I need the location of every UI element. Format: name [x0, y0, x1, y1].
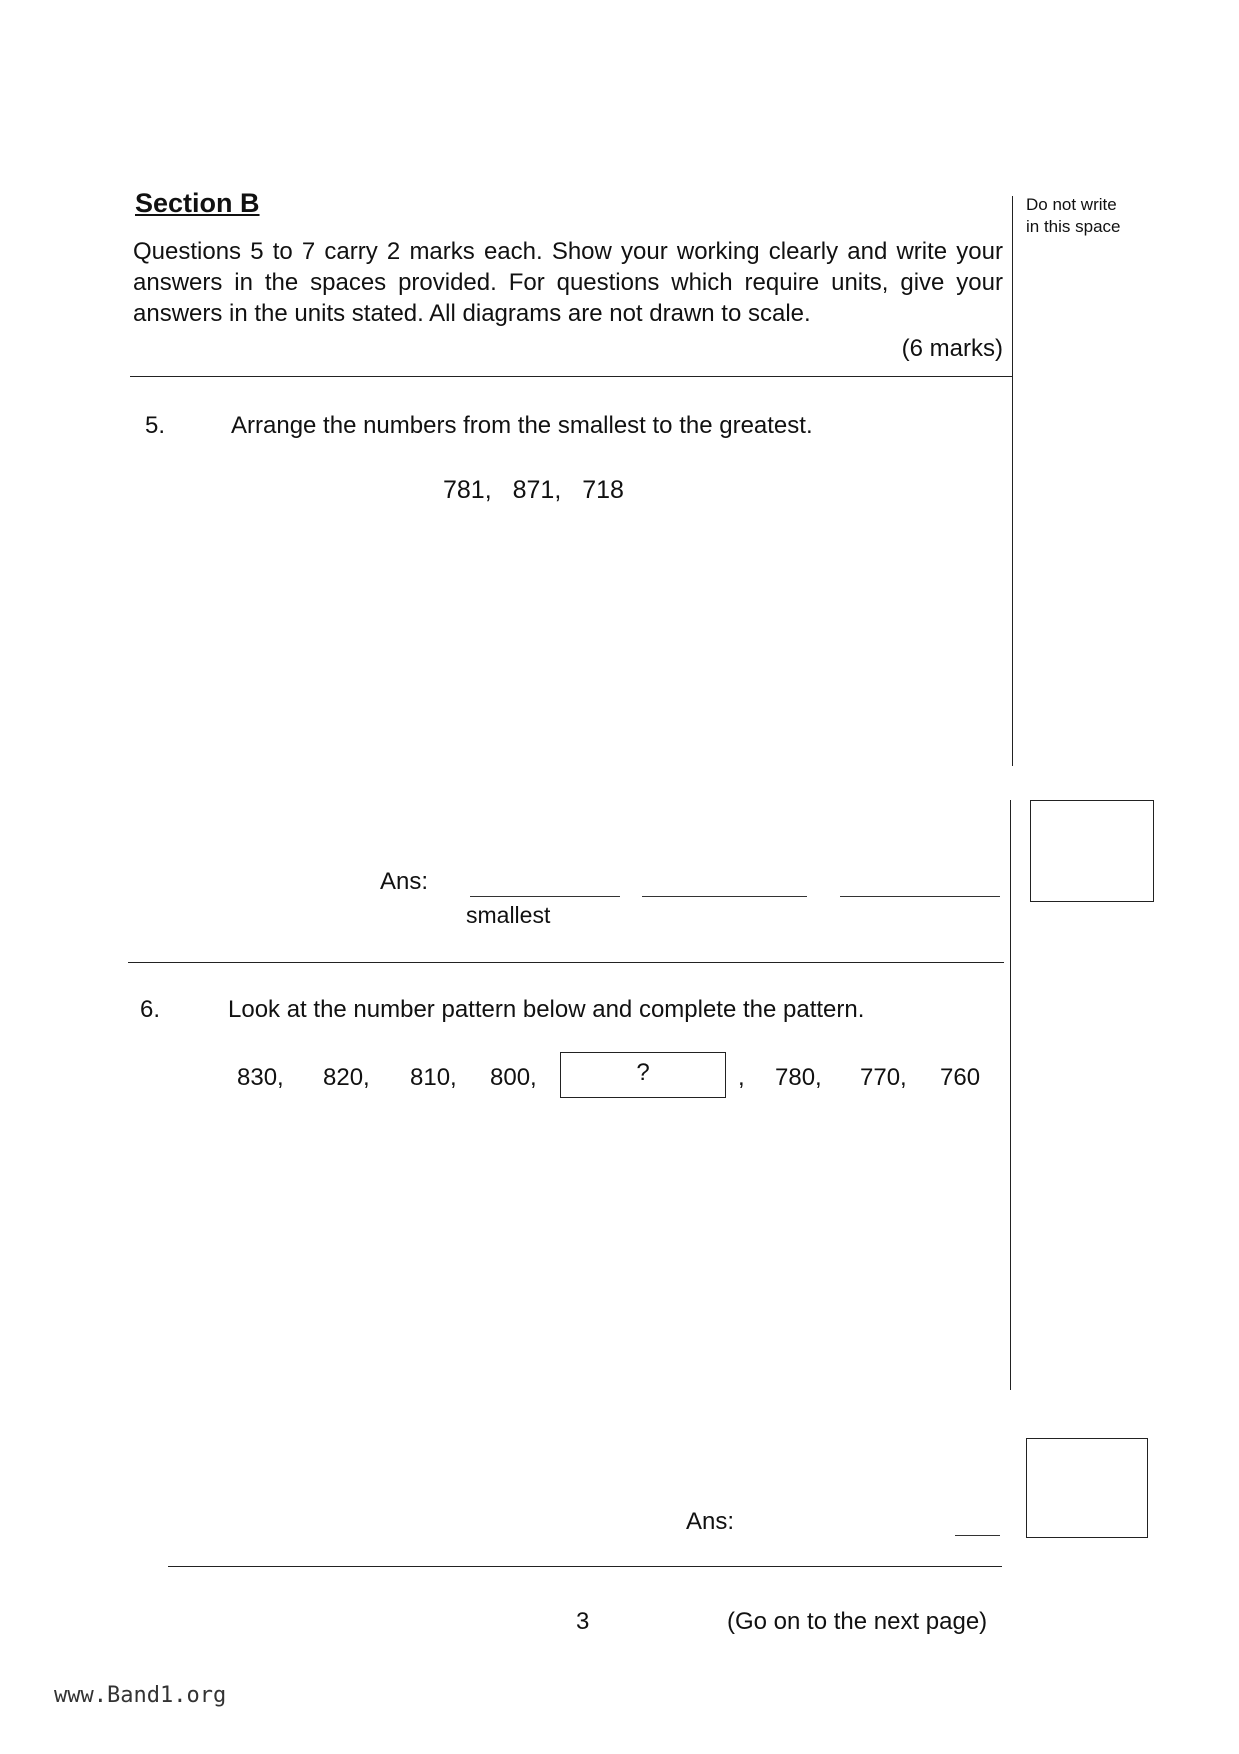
answer-blank-1[interactable] [470, 896, 620, 897]
question-6-ans-label: Ans: [686, 1508, 735, 1535]
smallest-label: smallest [466, 902, 551, 928]
margin-divider-top [1012, 196, 1013, 766]
section-divider [130, 376, 1012, 377]
page-number: 3 [576, 1608, 590, 1635]
section-marks: (6 marks) [901, 335, 1003, 362]
pattern-number: 780, [775, 1064, 822, 1091]
answer-blank-q6[interactable] [955, 1535, 1000, 1536]
question-6-mark-box [1026, 1438, 1148, 1538]
question-5-number: 5. [145, 412, 166, 439]
section-title: Section B [135, 188, 260, 218]
margin-note-line-1: Do not write [1026, 195, 1117, 214]
margin-note [1026, 194, 1146, 238]
question-5-numbers: 781, 871, 718 [443, 476, 624, 504]
pattern-number: 830, [237, 1064, 284, 1091]
question-5-ans-label: Ans: [380, 868, 429, 895]
answer-blank-3[interactable] [840, 896, 1000, 897]
question-6-number: 6. [140, 996, 161, 1023]
question-6-text: Look at the number pattern below and complete the pattern. [228, 996, 865, 1023]
margin-divider-mid [1010, 800, 1011, 1390]
pattern-number: 800, [490, 1064, 537, 1091]
footer-url: www.Band1.org [54, 1683, 227, 1708]
pattern-number: 770, [860, 1064, 907, 1091]
question-5-mark-box [1030, 800, 1154, 902]
missing-number-box[interactable]: ? [560, 1052, 726, 1098]
page-bottom-divider [168, 1566, 1002, 1567]
question-5-text: Arrange the numbers from the smallest to the greatest. [231, 412, 813, 439]
section-instructions: Questions 5 to 7 carry 2 marks each. Show your working clearly and write your answers in the spaces provided. For questions which require units, give your answers in the units stated. All diagrams are not drawn to scale. [133, 238, 1003, 327]
pattern-number: 760 [940, 1064, 981, 1091]
pattern-comma: , [738, 1064, 745, 1091]
margin-note-line-2: in this space [1026, 217, 1121, 236]
question-divider [128, 962, 1004, 963]
next-page-note: (Go on to the next page) [727, 1608, 988, 1635]
pattern-number: 810, [410, 1064, 457, 1091]
pattern-number: 820, [323, 1064, 370, 1091]
answer-blank-2[interactable] [642, 896, 807, 897]
